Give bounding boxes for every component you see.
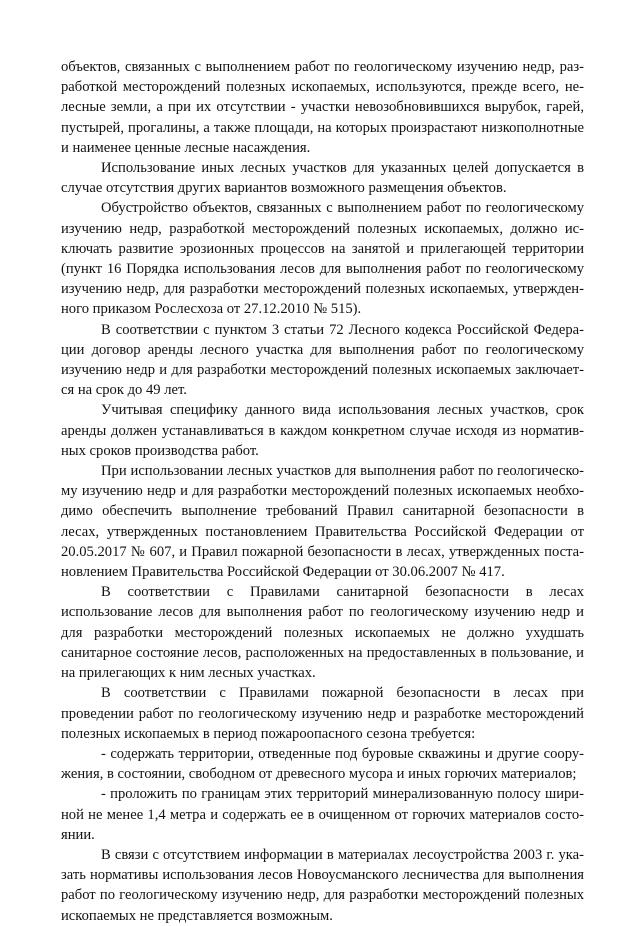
- paragraph-other-land-use: Использование иных лесных участков для указанных целей допускается в случае отсутствия других вариантов возможного размещения объектов.: [61, 160, 584, 197]
- paragraph-sanitary-safety: В соответствии с Правилами санитарной безопасности в лесах использование лесов для выполнения работ по геологическому изучению недр и для разработки месторождений полезных ископаемых не должно ухудшать санитарное состояние лесов, расположенных на предоставленных в пользование, и на прилегающих к ним лесных участках.: [61, 584, 584, 682]
- paragraph-lease-term: В соответствии с пунктом 3 статьи 72 Лесного кодекса Российской Федерации договор аренды лесного участка для выполнения работ по геологическому изучению недр и для разработки месторождений полезных ископаемых заключается на срок до 49 лет.: [61, 321, 584, 399]
- list-item-mineralized-strip: - проложить по границам этих территорий минерализованную полосу шириной не менее 1,4 метра и содержать ее в очищенном от горючих материалов состоянии.: [61, 786, 584, 843]
- paragraph-lease-specifics: Учитывая специфику данного вида использования лесных участков, срок аренды должен устанавливаться в каждом конкретном случае исходя из нормативных сроков производства работ.: [61, 402, 584, 459]
- list-item-territory-maintenance: - содержать территории, отведенные под буровые скважины и другие сооружения, в состоянии, свободном от древесного мусора и иных горючих материалов;: [61, 745, 584, 783]
- paragraph-conclusion: В связи с отсутствием информации в материалах лесоустройства 2003 г. указать нормативы использования лесов Новоусманского лесничества для выполнения работ по геологическому изучению недр, для разработки месторождений полезных ископаемых не представляется возможным.: [61, 846, 584, 924]
- document-page: [61, 57, 584, 926]
- paragraph-continuation: объектов, связанных с выполнением работ по геологическому изучению недр, разработкой месторождений полезных ископаемых, используются, прежде всего, нелесные земли, а при их отсутствии - участки невозобновившихся вырубок, гарей, пустырей, прогалины, а также площади, на которых произрастают низкополнотные и наименее ценные лесные насаждения.: [61, 59, 584, 156]
- paragraph-fire-safety: В соответствии с Правилами пожарной безопасности в лесах при проведении работ по геологическому изучению недр и разработке месторождений полезных ископаемых в период пожароопасного сезона требуется:: [61, 685, 584, 742]
- paragraph-erosion-prevention: Обустройство объектов, связанных с выполнением работ по геологическому изучению недр, разработкой месторождений полезных ископаемых, должно исключать развитие эрозионных процессов на занятой и прилегающей территории (пункт 16 Порядка использования лесов для выполнения работ по геологическому изучению недр, для разработки месторождений полезных ископаемых, утвержденного приказом Рослесхоза от 27.12.2010 № 515).: [61, 200, 584, 318]
- paragraph-safety-rules: При использовании лесных участков для выполнения работ по геологическому изучению недр и для разработки месторождений полезных ископаемых необходимо обеспечить выполнение требований Правил санитарной безопасности в лесах, утвержденных постановлением Правительства Российской Федерации от 20.05.2017 № 607, и Правил пожарной безопасности в лесах, утвержденных постановлением Правительства Российской Федерации от 30.06.2007 № 417.: [61, 463, 584, 581]
